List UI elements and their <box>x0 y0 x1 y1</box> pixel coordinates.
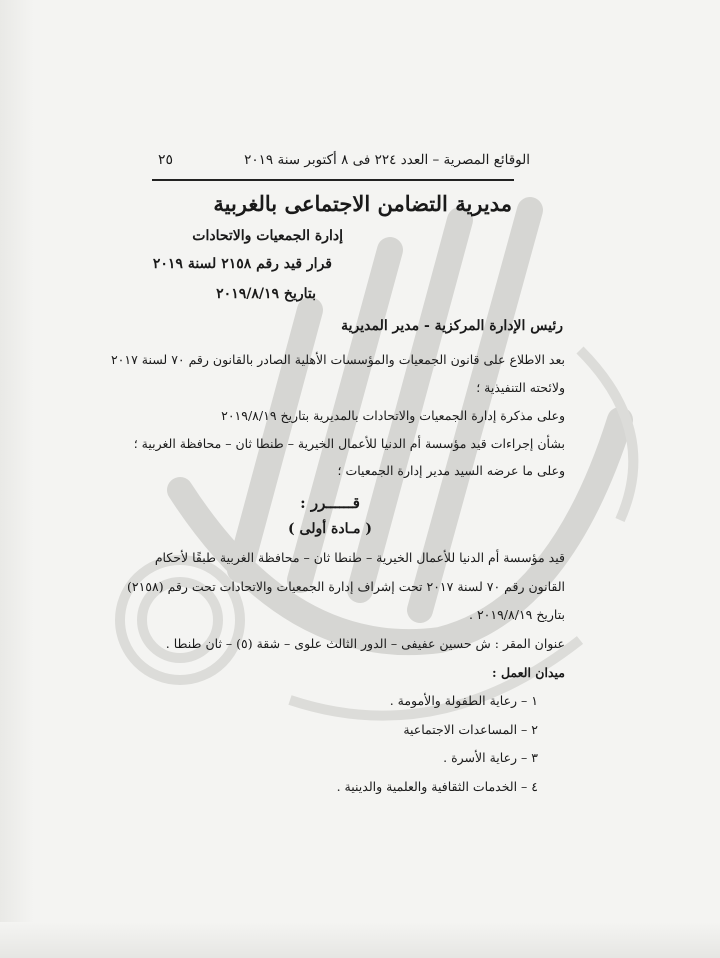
decides-heading: قــــــرر : <box>300 494 360 512</box>
decision-date: بتاريخ ٢٠١٩/٨/١٩ <box>216 286 316 302</box>
article-line: القانون رقم ٧٠ لسنة ٢٠١٧ تحت إشراف إدارة الجمعيات والاتحادات تحت رقم (٢١٥٨) <box>126 579 565 594</box>
header-rule <box>152 179 514 181</box>
field-item: ٤ – الخدمات الثقافية والعلمية والدينية . <box>336 779 538 794</box>
decision-number: قرار قيد رقم ٢١٥٨ لسنة ٢٠١٩ <box>152 256 332 272</box>
document-title: مديرية التضامن الاجتماعى بالغربية <box>213 191 512 216</box>
article-one-heading: ( مـادة أولى ) <box>288 521 372 537</box>
department-name: إدارة الجمعيات والاتحادات <box>192 228 343 244</box>
preamble-line: وعلى مذكرة إدارة الجمعيات والاتحادات بالمديرية بتاريخ ٢٠١٩/٨/١٩ <box>221 408 565 423</box>
address-line: عنوان المقر : ش حسين عفيفى – الدور الثالث علوى – شقة (٥) – ثان طنطا . <box>165 636 565 651</box>
article-line: بتاريخ ٢٠١٩/٨/١٩ . <box>469 607 565 622</box>
preamble-line: بشأن إجراءات قيد مؤسسة أم الدنيا للأعمال الخيرية – طنطا ثان – محافظة الغربية ؛ <box>133 436 565 451</box>
preamble-line: وعلى ما عرضه السيد مدير إدارة الجمعيات ؛ <box>337 463 565 478</box>
issuer-title: رئيس الإدارة المركزية - مدير المديرية <box>341 318 563 334</box>
page-number: ٢٥ <box>158 152 174 168</box>
gazette-header: الوقائع المصرية – العدد ٢٢٤ فى ٨ أكتوبر سنة ٢٠١٩ <box>244 152 530 168</box>
page-shadow-bottom <box>0 922 720 958</box>
page-shadow-left <box>0 0 34 958</box>
article-line: قيد مؤسسة أم الدنيا للأعمال الخيرية – طنطا ثان – محافظة الغربية طبقًا لأحكام <box>154 550 565 565</box>
field-item: ٣ – رعاية الأسرة . <box>443 750 538 765</box>
field-item: ٢ – المساعدات الاجتماعية <box>403 722 538 737</box>
preamble-line: ولائحته التنفيذية ؛ <box>476 380 565 395</box>
field-heading: ميدان العمل : <box>491 665 565 680</box>
preamble-line: بعد الاطلاع على قانون الجمعيات والمؤسسات الأهلية الصادر بالقانون رقم ٧٠ لسنة ٢٠١٧ <box>110 352 565 367</box>
field-item: ١ – رعاية الطفولة والأمومة . <box>389 693 538 708</box>
